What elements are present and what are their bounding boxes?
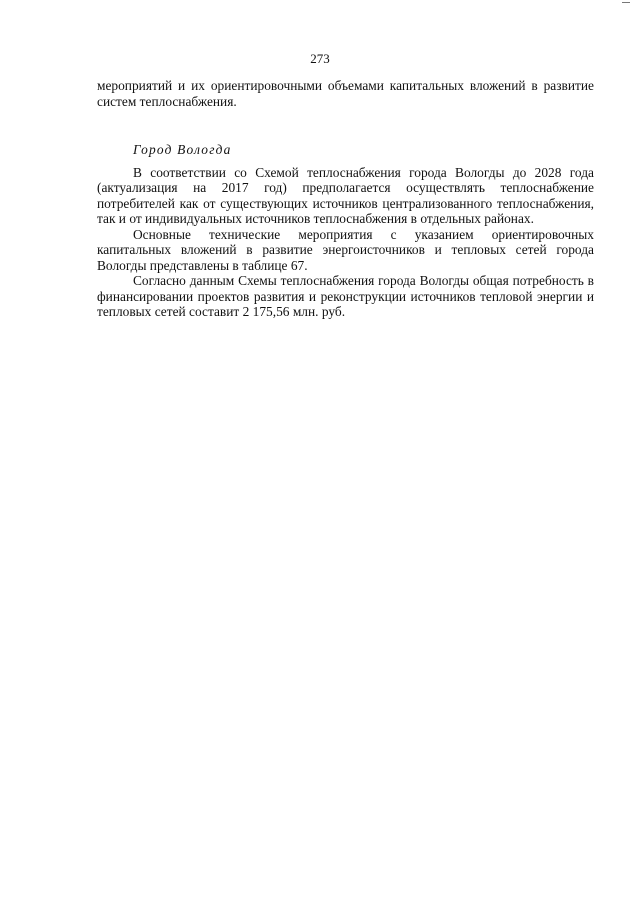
paragraph-financing-total: Согласно данным Схемы теплоснабжения города Вологды общая потребность в финансировании проектов развития и реконструкции источников тепловой энергии и тепловых сетей составит 2 175,56 млн. руб. (97, 273, 594, 319)
section-heading: Город Вологда (133, 142, 232, 157)
paragraph-scheme-overview: В соответствии со Схемой теплоснабжения города Вологды до 2028 года (актуализация на 2017 год) предполагается осуществлять теплоснабжение потребителей как от существующих источников централизованного теплоснабжения, так и от индивидуальных источников теплоснабжения в отдельных районах. (97, 164, 594, 226)
continuation-paragraph: мероприятий и их ориентировочными объемами капитальных вложений в развитие систем теплоснабжения. (97, 78, 594, 109)
heading-spacer (97, 158, 594, 165)
page-body (97, 78, 594, 320)
paragraph-technical-measures: Основные технические мероприятия с указанием ориентировочных капитальных вложений в развитие энергоисточников и тепловых сетей города Вологды представлены в таблице 67. (97, 226, 594, 273)
scan-corner-mark (622, 2, 630, 6)
page-number: 273 (310, 51, 330, 66)
section-spacer (97, 109, 594, 142)
